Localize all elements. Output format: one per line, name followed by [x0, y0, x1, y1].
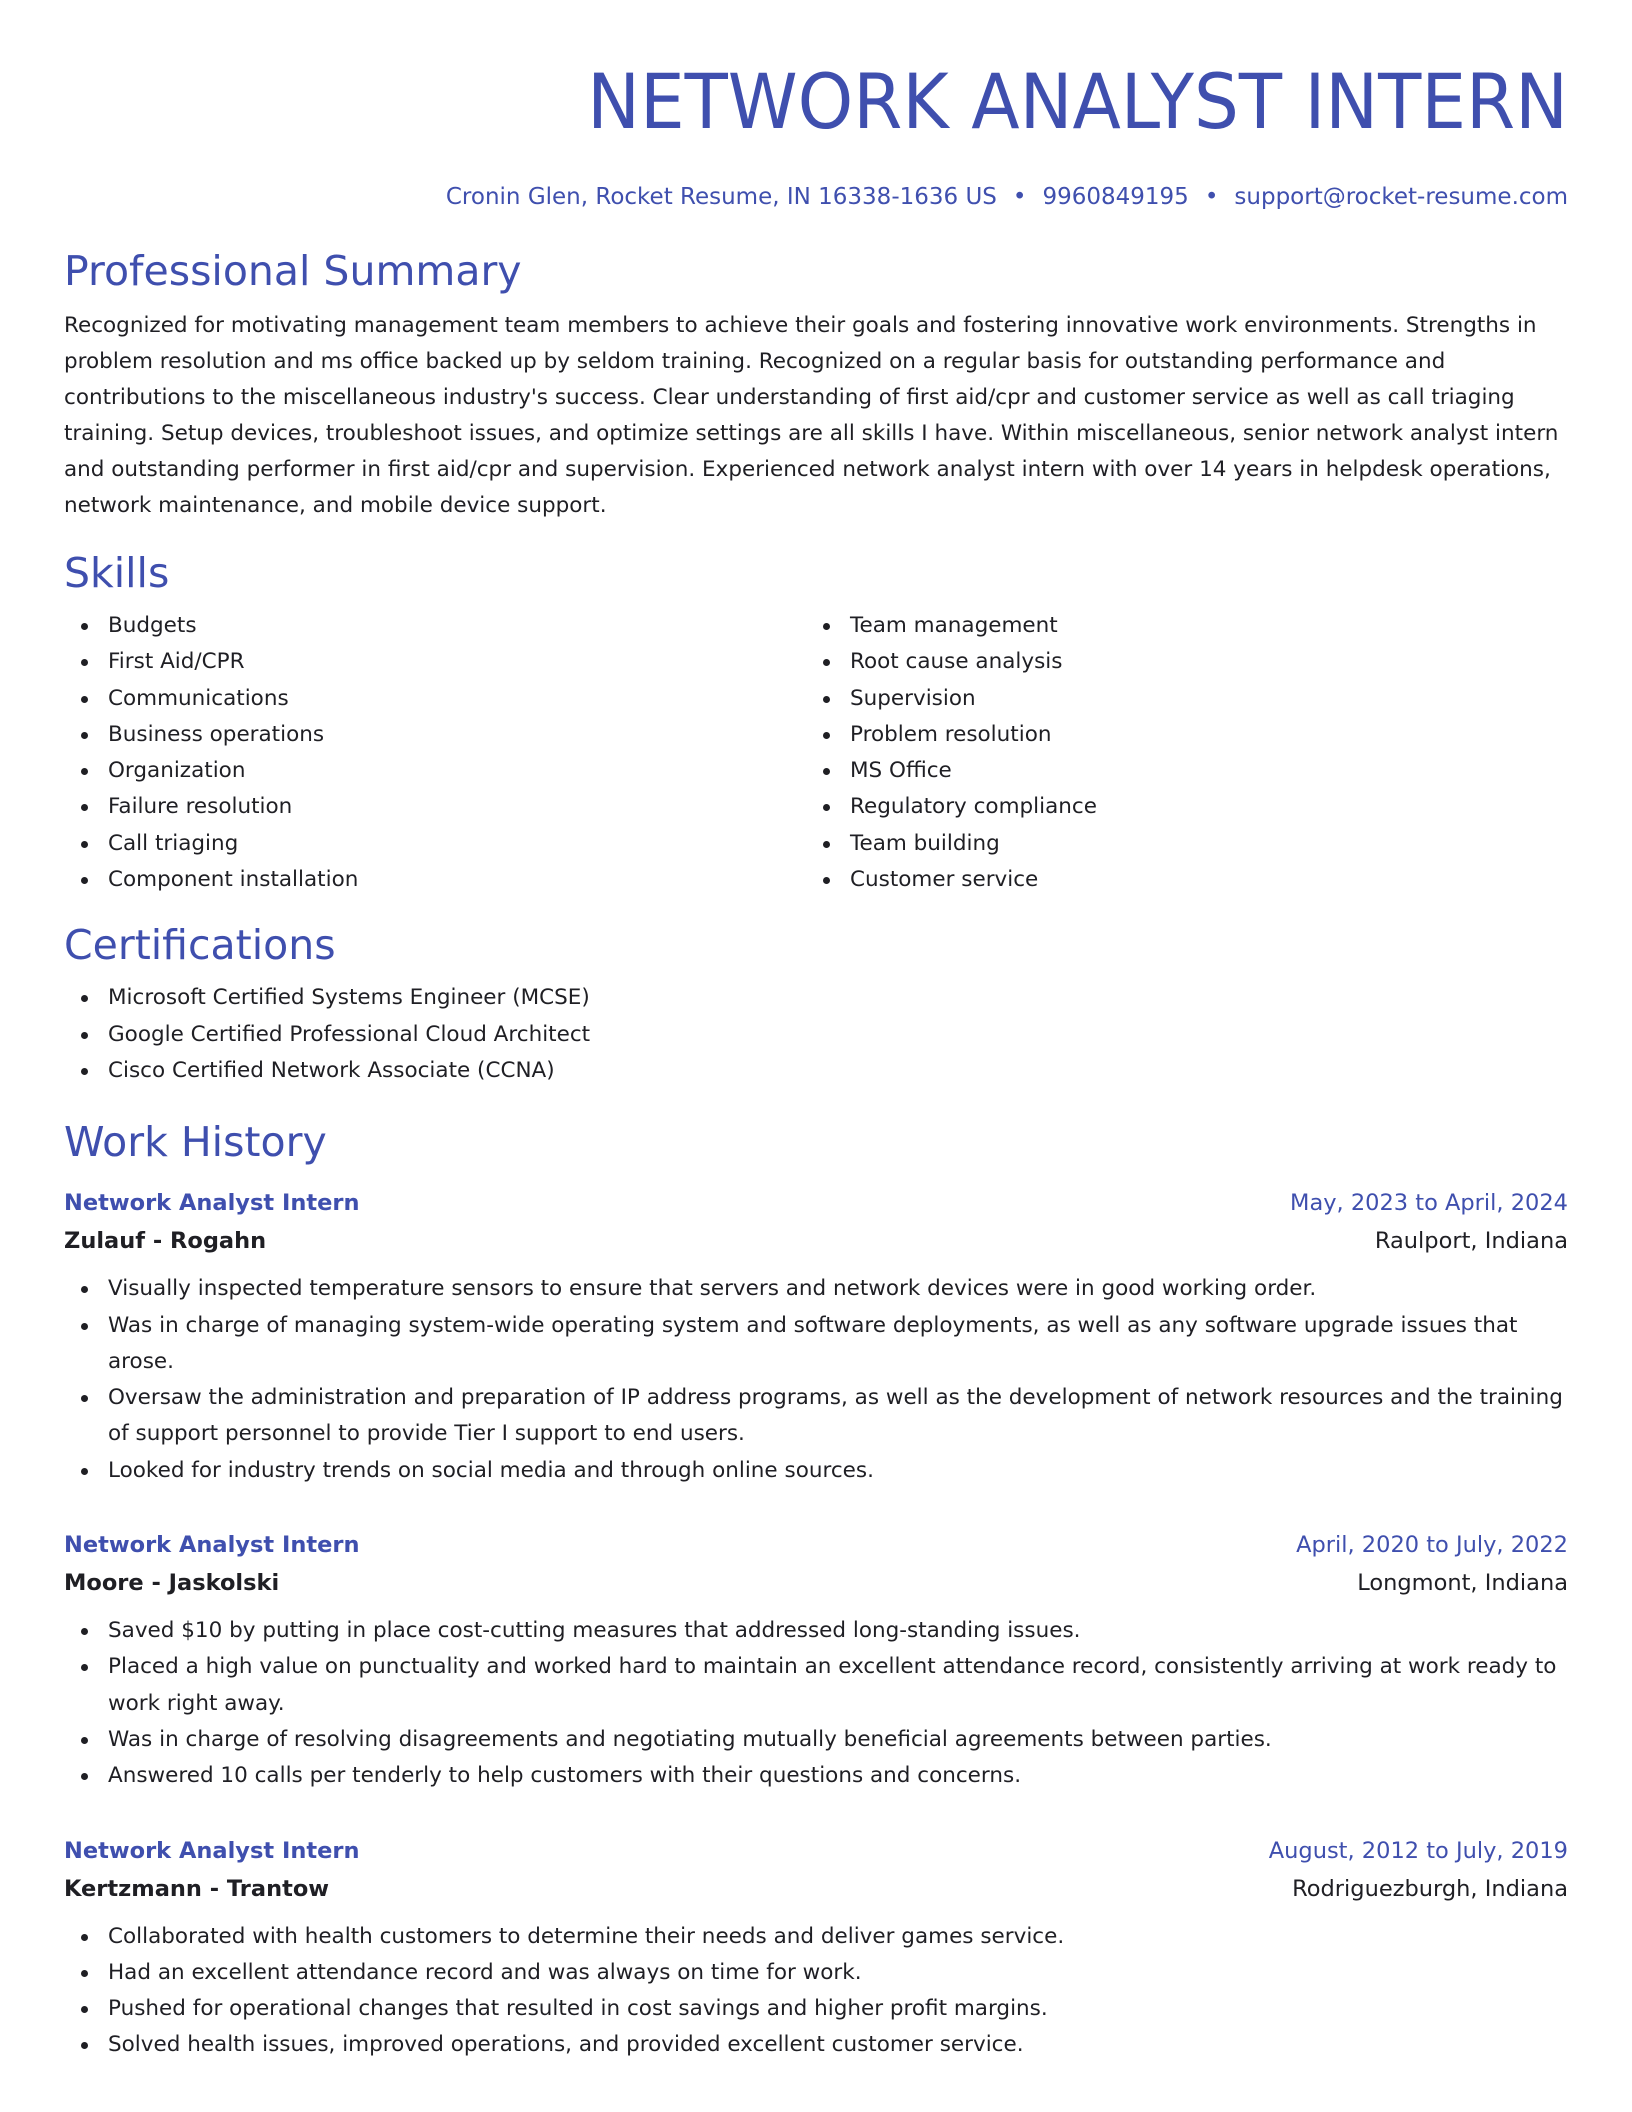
skills-section [64, 548, 1568, 898]
contact-phone: 9960849195 [1042, 184, 1189, 210]
skill-item: Communications [108, 681, 806, 717]
page-title: NETWORK ANALYST INTERN [587, 57, 1568, 146]
skill-item: MS Office [850, 753, 1548, 789]
job-company: Kertzmann - Trantow [64, 1875, 330, 1902]
skill-item: Organization [108, 753, 806, 789]
skill-item: Call triaging [108, 826, 806, 862]
certification-item: Cisco Certified Network Associate (CCNA) [108, 1053, 1568, 1089]
job-dates: May, 2023 to April, 2024 [1290, 1190, 1568, 1217]
skills-grid [64, 608, 1568, 898]
job-bullet-list [64, 1271, 1568, 1489]
skill-item: Team building [850, 826, 1548, 862]
job-entry [64, 1833, 1568, 2064]
job-bullet: Placed a high value on punctuality and worked hard to maintain an excellent attendance record, consistently arriving at work ready to work right away. [108, 1649, 1568, 1722]
job-bullet: Visually inspected temperature sensors to ensure that servers and network devices were in good working order. [108, 1271, 1568, 1307]
skill-item: First Aid/CPR [108, 644, 806, 680]
contact-line [64, 182, 1568, 212]
job-dates: August, 2012 to July, 2019 [1268, 1837, 1568, 1864]
certifications-section [64, 920, 1568, 1089]
summary-section [64, 246, 1568, 524]
skills-list-left [64, 608, 806, 898]
job-company-row [64, 1563, 1568, 1603]
job-company-row [64, 1869, 1568, 1909]
skill-item: Problem resolution [850, 717, 1548, 753]
skill-item: Team management [850, 608, 1548, 644]
job-company: Moore - Jaskolski [64, 1570, 280, 1597]
skill-item: Failure resolution [108, 789, 806, 825]
skill-item: Budgets [108, 608, 806, 644]
job-role-row [64, 1527, 1568, 1563]
job-bullet: Collaborated with health customers to determine their needs and deliver games service. [108, 1919, 1568, 1955]
job-bullet: Answered 10 calls per tenderly to help customers with their questions and concerns. [108, 1758, 1568, 1794]
job-location: Rodriguezburgh, Indiana [1292, 1875, 1568, 1902]
job-role: Network Analyst Intern [64, 1190, 360, 1217]
job-entry [64, 1527, 1568, 1794]
job-location: Raulport, Indiana [1374, 1228, 1568, 1255]
contact-separator: • [1204, 184, 1219, 210]
job-bullet: Saved $10 by putting in place cost-cutting measures that addressed long-standing issues. [108, 1613, 1568, 1649]
resume-header [64, 0, 1568, 212]
work-history-heading: Work History [64, 1118, 327, 1167]
skill-item: Component installation [108, 862, 806, 898]
job-role-row [64, 1185, 1568, 1221]
job-location: Longmont, Indiana [1357, 1570, 1568, 1597]
skill-item: Supervision [850, 681, 1548, 717]
job-company-row [64, 1221, 1568, 1261]
certification-item: Google Certified Professional Cloud Architect [108, 1017, 1568, 1053]
skill-item: Business operations [108, 717, 806, 753]
resume-page [64, 0, 1568, 2064]
job-entry [64, 1185, 1568, 1489]
job-bullet: Pushed for operational changes that resulted in cost savings and higher profit margins. [108, 1991, 1568, 2027]
job-bullet: Was in charge of resolving disagreements and negotiating mutually beneficial agreements between parties. [108, 1722, 1568, 1758]
job-dates: April, 2020 to July, 2022 [1296, 1532, 1568, 1559]
job-bullet-list [64, 1919, 1568, 2064]
job-bullet-list [64, 1613, 1568, 1794]
contact-separator: • [1012, 184, 1027, 210]
certifications-list [64, 980, 1568, 1089]
jobs-container [64, 1185, 1568, 2063]
job-role: Network Analyst Intern [64, 1837, 360, 1864]
skill-item: Customer service [850, 862, 1548, 898]
job-company: Zulauf - Rogahn [64, 1228, 267, 1255]
summary-heading: Professional Summary [64, 247, 522, 295]
skills-list-right [806, 608, 1548, 898]
certification-item: Microsoft Certified Systems Engineer (MCSE) [108, 980, 1568, 1016]
job-bullet: Looked for industry trends on social media and through online sources. [108, 1453, 1568, 1489]
skill-item: Regulatory compliance [850, 789, 1548, 825]
contact-email[interactable]: support@rocket-resume.com [1234, 184, 1568, 210]
contact-address: Cronin Glen, Rocket Resume, IN 16338-1636 US [445, 184, 997, 210]
summary-text: Recognized for motivating management team members to achieve their goals and fostering innovative work environments. Strengths in problem resolution and ms office backed up by seldom training. Recognized on a regular basis for outstanding performance and contributions to the miscellaneous industry's success. Clear understanding of first aid/cpr and customer service as well as call triaging training. Setup devices, troubleshoot issues, and optimize settings are all skills I have. Within miscellaneous, senior network analyst intern and outstanding performer in first aid/cpr and supervision. Experienced network analyst intern with over 14 years in helpdesk operations, network maintenance, and mobile device support. [64, 313, 1559, 518]
job-bullet: Oversaw the administration and preparation of IP address programs, as well as the development of network resources and the training of support personnel to provide Tier I support to end users. [108, 1380, 1568, 1453]
skills-heading: Skills [64, 549, 170, 597]
job-bullet: Solved health issues, improved operations, and provided excellent customer service. [108, 2027, 1568, 2063]
job-bullet: Was in charge of managing system-wide operating system and software deployments, as well as any software upgrade issues that arose. [108, 1308, 1568, 1381]
job-role: Network Analyst Intern [64, 1532, 360, 1559]
job-role-row [64, 1833, 1568, 1869]
work-history-section [64, 1117, 1568, 2063]
job-bullet: Had an excellent attendance record and was always on time for work. [108, 1955, 1568, 1991]
skill-item: Root cause analysis [850, 644, 1548, 680]
certifications-heading: Certifications [64, 921, 336, 970]
